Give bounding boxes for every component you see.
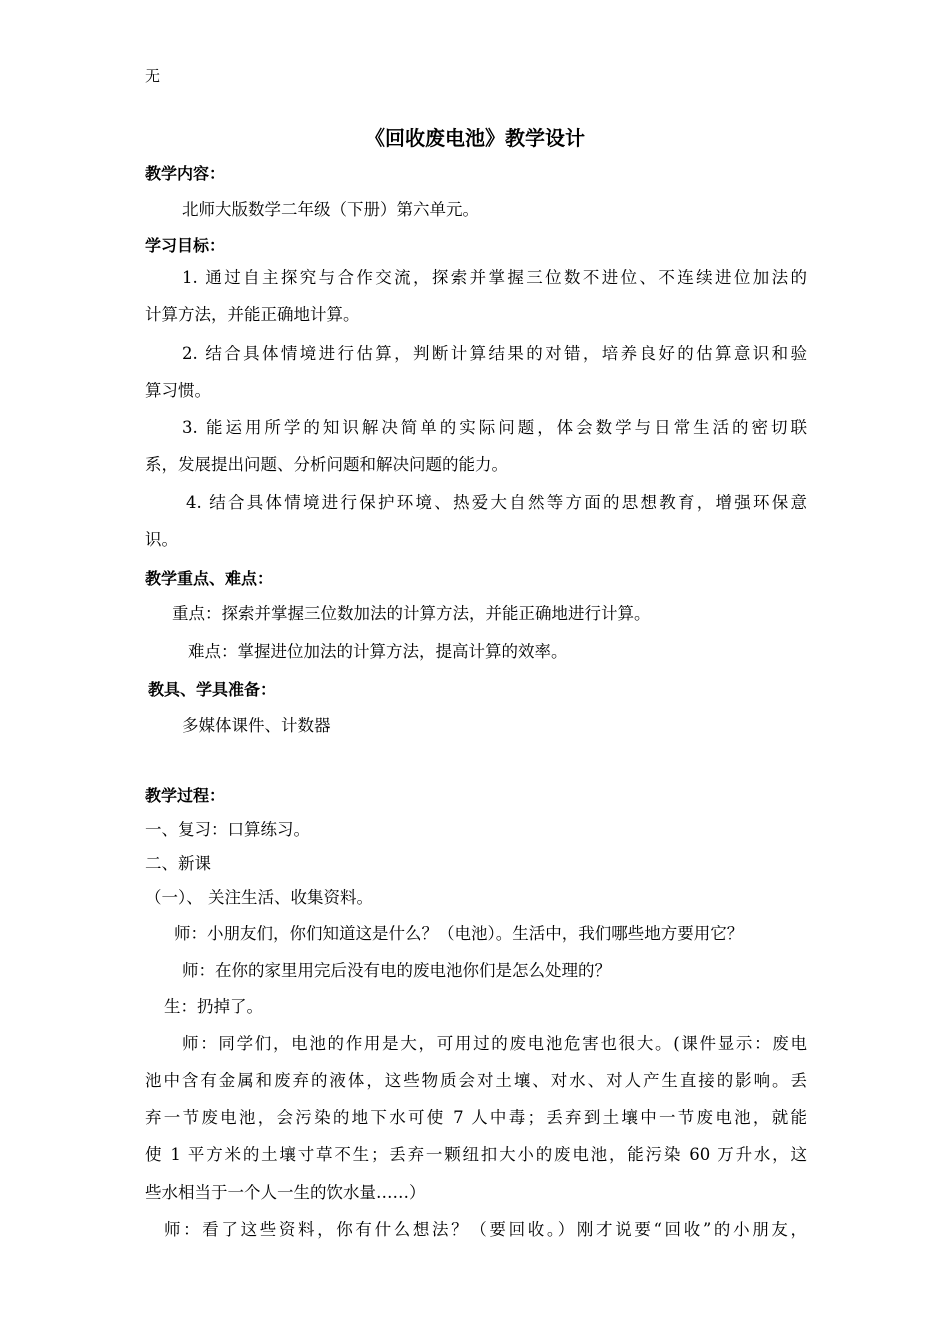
- paragraph-line-1: 师：同学们，电池的作用是大，可用过的废电池危害也很大。(课件显示：废电: [182, 1034, 807, 1053]
- paragraph-line-4: 使 1 平方米的土壤寸草不生；丢弃一颗纽扣大小的废电池，能污染 60 万升水，这: [145, 1145, 807, 1164]
- keypoint-text: 重点：探索并掌握三位数加法的计算方法，并能正确地进行计算。: [172, 604, 651, 623]
- keypoints-heading: 教学重点、难点：: [145, 569, 274, 588]
- goal-2-line-1: 2. 结合具体情境进行估算，判断计算结果的对错，培养良好的估算意识和验: [182, 344, 807, 363]
- content-heading: 教学内容：: [145, 164, 226, 183]
- header-mark: 无: [145, 67, 161, 85]
- dialog-line-3: 生：扔掉了。: [164, 997, 263, 1016]
- step-1: 一、复习：口算练习。: [145, 820, 310, 839]
- document-title: 《回收废电池》教学设计: [365, 126, 585, 150]
- step-2: 二、新课: [145, 854, 211, 873]
- difficulty-text: 难点：掌握进位加法的计算方法，提高计算的效率。: [188, 642, 568, 661]
- goal-4-line-2: 识。: [145, 530, 178, 549]
- process-heading: 教学过程：: [145, 786, 226, 805]
- paragraph-line-2: 池中含有金属和废弃的液体，这些物质会对土壤、对水、对人产生直接的影响。丢: [145, 1071, 807, 1090]
- last-line: 师：看了这些资料，你有什么想法？（要回收。）刚才说要“回收”的小朋友，: [164, 1220, 807, 1239]
- goal-2-line-2: 算习惯。: [145, 381, 211, 400]
- paragraph-line-3: 弃一节废电池，会污染的地下水可使 7 人中毒；丢弃到土壤中一节废电池，就能: [145, 1108, 807, 1127]
- goals-heading: 学习目标：: [145, 236, 226, 255]
- dialog-line-1: 师：小朋友们，你们知道这是什么？（电池）。生活中，我们哪些地方要用它？: [174, 924, 744, 943]
- goal-1-line-1: 1. 通过自主探究与合作交流，探索并掌握三位数不进位、不连续进位加法的: [182, 268, 807, 287]
- tools-text: 多媒体课件、计数器: [182, 716, 331, 735]
- sub-step-1: （一）、 关注生活、收集资料。: [145, 888, 373, 907]
- paragraph-line-5: 些水相当于一个人一生的饮水量……）: [145, 1183, 426, 1202]
- dialog-line-2: 师：在你的家里用完后没有电的废电池你们是怎么处理的？: [182, 961, 611, 980]
- tools-heading: 教具、学具准备：: [148, 680, 277, 699]
- goal-1-line-2: 计算方法，并能正确地计算。: [145, 305, 360, 324]
- content-text: 北师大版数学二年级（下册）第六单元。: [182, 200, 479, 219]
- goal-4-line-1: 4. 结合具体情境进行保护环境、热爱大自然等方面的思想教育，增强环保意: [186, 493, 807, 512]
- goal-3-line-1: 3. 能运用所学的知识解决简单的实际问题，体会数学与日常生活的密切联: [182, 418, 807, 437]
- goal-3-line-2: 系，发展提出问题、分析问题和解决问题的能力。: [145, 455, 508, 474]
